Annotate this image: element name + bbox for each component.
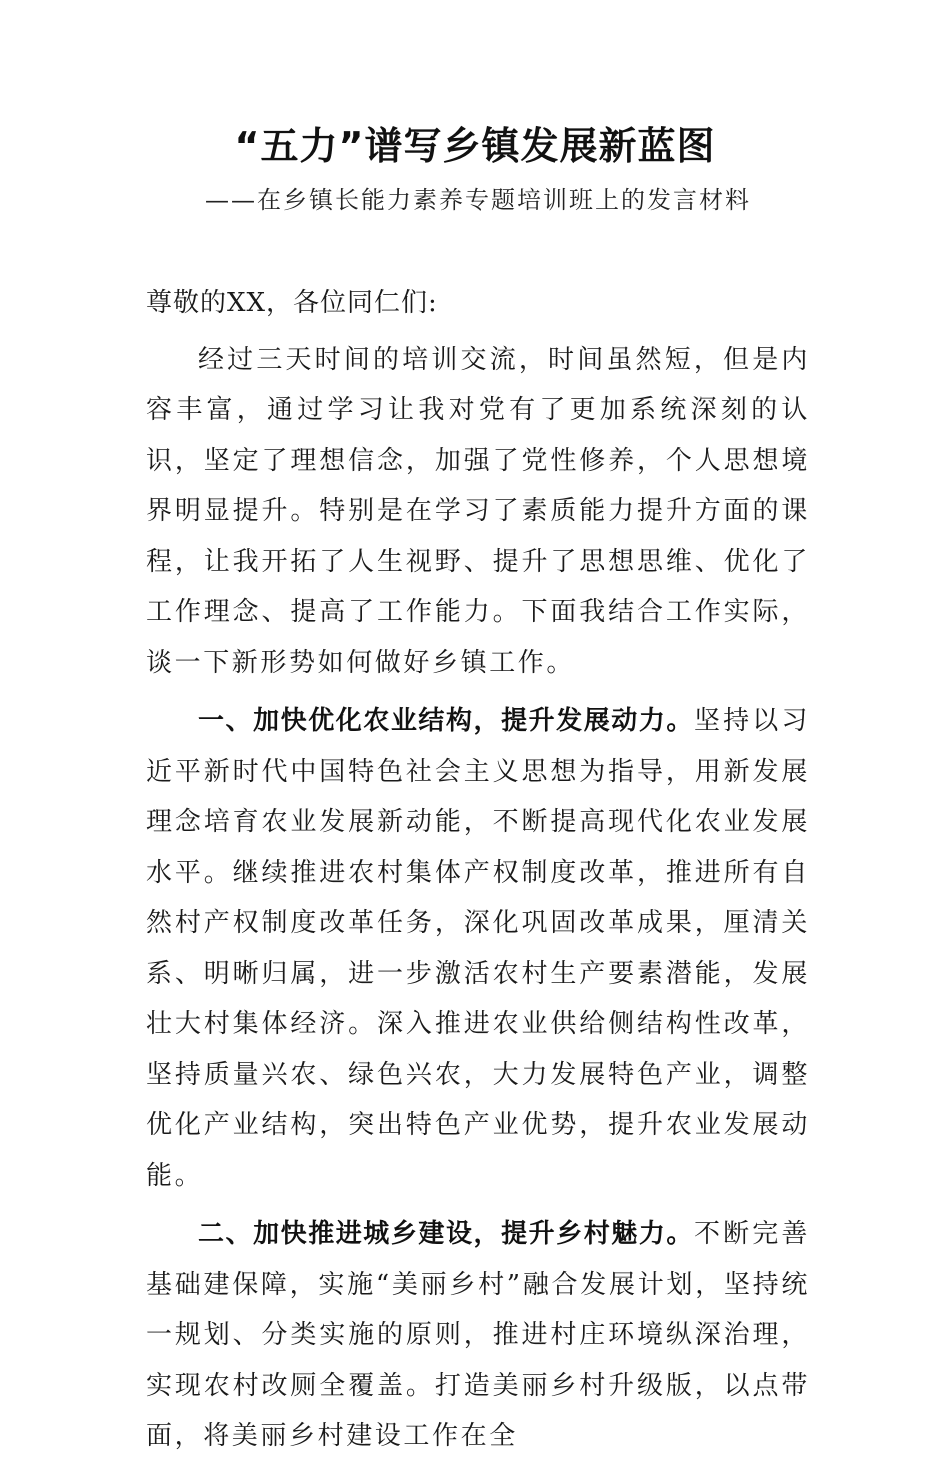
section-paragraph-2 bbox=[146, 1209, 810, 1462]
document-subtitle: ——在乡镇长能力素养专题培训班上的发言材料 bbox=[205, 186, 751, 214]
section-text-1: 坚持以习近平新时代中国特色社会主义思想为指导，用新发展理念培育农业发展新动能，不断提高现代化农业发展水平。继续推进农村集体产权制度改革，推进所有自然村产权制度改革任务，深化巩固改革成果，厘清关系、明晰归属，进一步激活农村生产要素潜能，发展壮大村集体经济。深入推进农业供给侧结构性改革，坚持质量兴农、绿色兴农，大力发展特色产业，调整优化产业结构，突出特色产业优势，提升农业发展动能。 bbox=[146, 706, 810, 1191]
intro-paragraph: 经过三天时间的培训交流，时间虽然短，但是内容丰富，通过学习让我对党有了更加系统深刻的认识，坚定了理想信念，加强了党性修养，个人思想境界明显提升。特别是在学习了素质能力提升方面的课程，让我开拓了人生视野、提升了思想思维、优化了工作理念、提高了工作能力。下面我结合工作实际，谈一下新形势如何做好乡镇工作。 bbox=[146, 344, 810, 678]
section-text-2: 不断完善基础建保障，实施“美丽乡村”融合发展计划，坚持统一规划、分类实施的原则，推进村庄环境纵深治理，实现农村改厕全覆盖。打造美丽乡村升级版，以点带面，将美丽乡村建设工作在全 bbox=[146, 1219, 810, 1451]
section-paragraph-1 bbox=[146, 696, 810, 1201]
section-heading-1: 一、加快优化农业结构，提升发展动力。 bbox=[198, 706, 694, 736]
document-body bbox=[146, 278, 810, 1462]
document-title: “五力”谱写乡镇发展新蓝图 bbox=[234, 124, 716, 168]
salutation: 尊敬的XX，各位同仁们: bbox=[146, 288, 438, 318]
section-heading-2: 二、加快推进城乡建设，提升乡村魅力。 bbox=[198, 1219, 694, 1249]
